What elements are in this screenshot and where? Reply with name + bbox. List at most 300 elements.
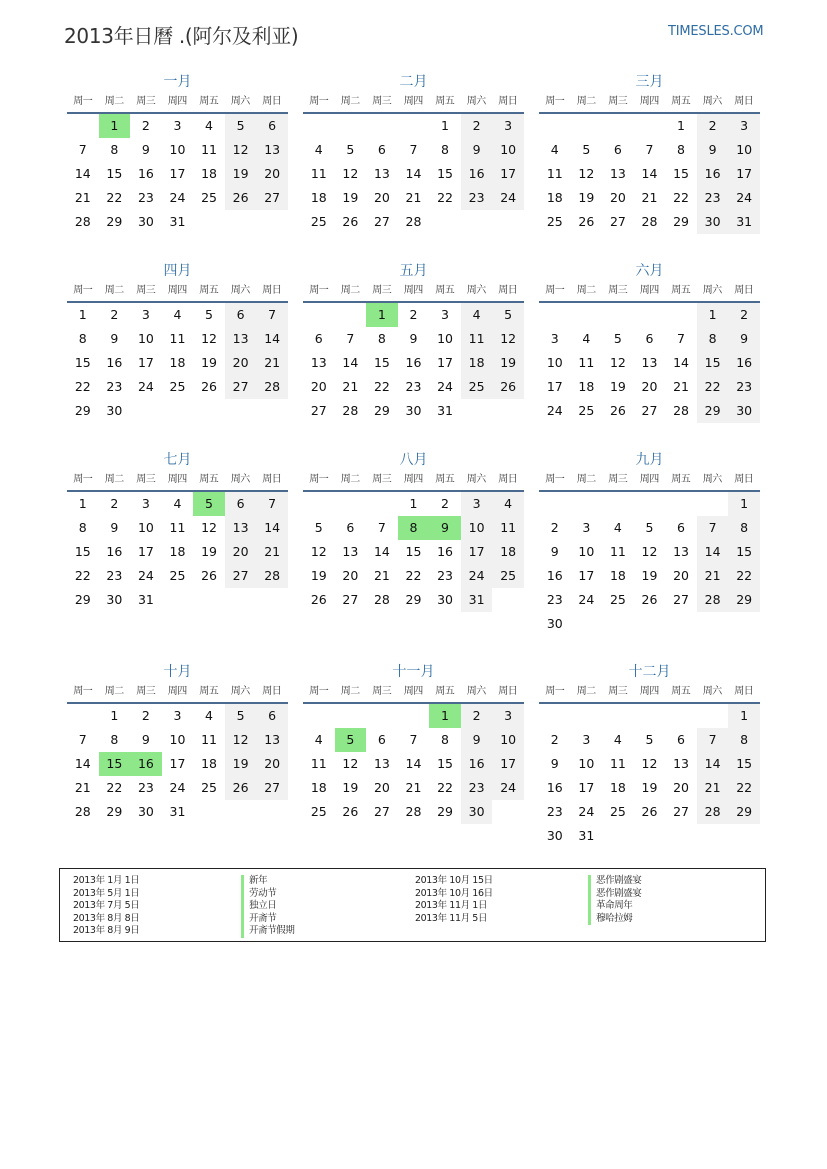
empty-day-cell — [602, 704, 634, 728]
day-cell: 6 — [256, 704, 288, 728]
day-cell: 18 — [310, 190, 327, 205]
day-cell: 7 — [697, 516, 729, 540]
month-calendar — [303, 450, 524, 612]
day-cell: 19 — [609, 379, 626, 394]
page-title: 2013年日曆 .(阿尔及利亚) — [64, 24, 299, 48]
day-cell: 13 — [609, 166, 626, 181]
day-cell: 6 — [377, 732, 386, 747]
day-cell: 11 — [546, 166, 563, 181]
weekday-label: 周四 — [167, 474, 187, 485]
weekday-label: 周六 — [230, 686, 250, 697]
day-cell: 31 — [137, 592, 154, 607]
day-cell: 2 — [550, 732, 559, 747]
day-cell: 20 — [373, 780, 390, 795]
legend-names-col-2 — [588, 875, 642, 925]
weekday-label: 周五 — [199, 96, 219, 107]
weekday-label: 周五 — [671, 686, 691, 697]
day-cell: 26 — [641, 592, 658, 607]
weekday-label: 周日 — [498, 96, 518, 107]
weekday-header — [539, 92, 760, 114]
day-cell: 17 — [546, 379, 563, 394]
day-cell: 25 — [169, 379, 186, 394]
empty-day-cell — [665, 492, 697, 516]
day-grid — [303, 704, 524, 824]
day-cell: 28 — [373, 592, 390, 607]
day-cell: 22 — [673, 190, 689, 205]
day-cell: 12 — [641, 544, 658, 559]
day-cell: 5 — [314, 520, 323, 535]
day-cell: 23 — [697, 186, 729, 210]
day-cell: 28 — [673, 403, 689, 418]
day-cell: 12 — [342, 166, 359, 181]
day-cell: 19 — [578, 190, 595, 205]
empty-day-cell — [602, 492, 634, 516]
day-cell: 28 — [697, 588, 729, 612]
day-cell: 9 — [409, 331, 418, 346]
day-cell: 20 — [641, 379, 658, 394]
day-cell: 23 — [405, 379, 422, 394]
day-cell: 16 — [546, 780, 563, 795]
day-cell: 16 — [137, 166, 154, 181]
day-cell: 7 — [256, 492, 288, 516]
day-cell: 22 — [106, 780, 123, 795]
day-cell: 24 — [492, 776, 524, 800]
day-cell: 24 — [578, 804, 595, 819]
day-cell: 9 — [728, 327, 760, 351]
day-cell: 26 — [342, 804, 359, 819]
weekday-header — [303, 92, 524, 114]
day-cell: 7 — [377, 520, 386, 535]
weekday-label: 周二 — [104, 285, 124, 296]
weekday-label: 周日 — [734, 686, 754, 697]
day-cell: 29 — [74, 592, 91, 607]
day-cell: 5 — [582, 142, 591, 157]
day-cell: 1 — [697, 303, 729, 327]
empty-day-cell — [571, 114, 603, 138]
day-cell: 21 — [74, 190, 91, 205]
day-cell: 9 — [461, 138, 493, 162]
day-cell: 23 — [461, 776, 493, 800]
day-cell: 21 — [256, 351, 288, 375]
day-cell: 23 — [106, 568, 123, 583]
legend-holiday-date: 2013年 5月 1日 — [73, 887, 140, 899]
day-grid — [67, 114, 288, 234]
day-cell: 9 — [141, 732, 150, 747]
weekday-label: 周六 — [702, 285, 722, 296]
month-title: 四月 — [163, 263, 192, 279]
day-cell: 10 — [492, 138, 524, 162]
month-calendar — [303, 72, 524, 234]
day-cell: 16 — [106, 355, 123, 370]
day-cell: 6 — [377, 142, 386, 157]
day-cell: 3 — [492, 704, 524, 728]
day-cell: 25 — [310, 804, 327, 819]
weekday-label: 周日 — [498, 474, 518, 485]
empty-day-cell — [398, 114, 430, 138]
month-calendar — [539, 72, 760, 234]
day-cell: 25 — [578, 403, 595, 418]
day-cell: 8 — [110, 732, 119, 747]
day-cell: 25 — [546, 214, 563, 229]
empty-day-cell — [634, 303, 666, 327]
day-cell: 29 — [74, 403, 91, 418]
day-cell: 19 — [342, 780, 359, 795]
day-cell: 4 — [205, 708, 213, 723]
day-cell: 3 — [173, 708, 182, 723]
day-cell: 24 — [578, 592, 595, 607]
weekday-label: 周六 — [466, 474, 486, 485]
day-cell: 22 — [373, 379, 390, 394]
legend-holiday-name: 独立日 — [241, 900, 295, 913]
day-cell: 11 — [609, 544, 626, 559]
holiday-day-cell: 16 — [130, 752, 162, 776]
empty-day-cell — [335, 704, 367, 728]
day-cell: 1 — [728, 492, 760, 516]
day-cell: 6 — [225, 303, 257, 327]
month-title: 十二月 — [628, 664, 671, 680]
legend-holiday-date: 2013年 8月 9日 — [73, 925, 140, 936]
day-cell: 23 — [137, 190, 154, 205]
day-grid — [303, 114, 524, 234]
empty-day-cell — [665, 704, 697, 728]
weekday-label: 周五 — [671, 96, 691, 107]
weekday-header — [67, 92, 288, 114]
day-cell: 7 — [409, 142, 418, 157]
month-calendar — [303, 261, 524, 423]
day-cell: 23 — [106, 379, 123, 394]
day-cell: 1 — [677, 118, 685, 133]
day-grid — [303, 492, 524, 612]
weekday-label: 周二 — [340, 285, 360, 296]
day-cell: 7 — [409, 732, 418, 747]
day-cell: 13 — [225, 327, 257, 351]
day-cell: 28 — [74, 804, 91, 819]
day-cell: 13 — [256, 728, 288, 752]
day-cell: 16 — [405, 355, 422, 370]
day-cell: 29 — [728, 800, 760, 824]
legend-holiday-name: 开斋节假期 — [241, 925, 295, 938]
weekday-label: 周五 — [671, 285, 691, 296]
weekday-label: 周六 — [702, 474, 722, 485]
weekday-label: 周六 — [702, 686, 722, 697]
weekday-header — [539, 470, 760, 492]
day-cell: 30 — [405, 403, 422, 418]
weekday-label: 周六 — [466, 686, 486, 697]
day-cell: 7 — [645, 142, 654, 157]
legend-names-col-1 — [241, 875, 295, 938]
day-cell: 1 — [78, 307, 87, 322]
day-cell: 9 — [697, 138, 729, 162]
day-cell: 3 — [582, 520, 591, 535]
day-cell: 16 — [697, 162, 729, 186]
day-cell: 29 — [437, 804, 453, 819]
day-cell: 4 — [173, 496, 182, 511]
day-grid — [67, 492, 288, 612]
legend-holiday-date: 2013年 10月 15日 — [415, 875, 493, 886]
day-cell: 13 — [373, 756, 390, 771]
day-cell: 30 — [728, 399, 760, 423]
day-cell: 17 — [728, 162, 760, 186]
day-cell: 15 — [673, 166, 689, 181]
weekday-label: 周三 — [608, 96, 628, 107]
day-cell: 5 — [346, 142, 355, 157]
day-cell: 17 — [492, 752, 524, 776]
day-cell: 11 — [310, 166, 327, 181]
day-cell: 18 — [492, 540, 524, 564]
month-title: 七月 — [163, 452, 192, 468]
month-title: 十月 — [163, 664, 192, 680]
day-cell: 20 — [373, 190, 390, 205]
weekday-label: 周三 — [136, 686, 156, 697]
day-cell: 19 — [492, 351, 524, 375]
day-cell: 12 — [225, 138, 257, 162]
day-cell: 8 — [728, 728, 760, 752]
day-grid — [539, 704, 760, 848]
empty-day-cell — [571, 704, 603, 728]
day-cell: 14 — [673, 355, 689, 370]
weekday-label: 周二 — [104, 96, 124, 107]
day-cell: 15 — [74, 544, 91, 559]
day-cell: 18 — [201, 166, 217, 181]
weekday-label: 周六 — [466, 285, 486, 296]
holiday-day-cell: 1 — [366, 303, 398, 327]
day-cell: 27 — [310, 403, 327, 418]
day-cell: 15 — [106, 166, 123, 181]
weekday-label: 周日 — [262, 474, 282, 485]
day-cell: 28 — [697, 800, 729, 824]
day-cell: 26 — [342, 214, 359, 229]
weekday-header — [303, 682, 524, 704]
day-cell: 20 — [673, 780, 689, 795]
day-cell: 4 — [461, 303, 493, 327]
day-cell: 21 — [373, 568, 390, 583]
day-cell: 10 — [169, 142, 186, 157]
day-cell: 28 — [641, 214, 658, 229]
day-cell: 23 — [546, 592, 563, 607]
day-cell: 20 — [310, 379, 327, 394]
day-cell: 2 — [110, 307, 119, 322]
day-cell: 20 — [256, 162, 288, 186]
day-cell: 24 — [546, 403, 563, 418]
weekday-label: 周五 — [435, 285, 455, 296]
weekday-header — [539, 682, 760, 704]
day-cell: 2 — [110, 496, 119, 511]
weekday-label: 周一 — [73, 474, 93, 485]
day-cell: 22 — [437, 190, 453, 205]
empty-day-cell — [697, 704, 729, 728]
day-cell: 11 — [201, 142, 217, 157]
weekday-label: 周三 — [372, 686, 392, 697]
day-cell: 13 — [373, 166, 390, 181]
month-calendar — [67, 72, 288, 234]
day-cell: 5 — [225, 114, 257, 138]
empty-day-cell — [366, 704, 398, 728]
day-cell: 10 — [137, 331, 154, 346]
empty-day-cell — [697, 492, 729, 516]
day-cell: 8 — [78, 520, 87, 535]
empty-day-cell — [539, 492, 571, 516]
day-cell: 28 — [256, 375, 288, 399]
day-cell: 16 — [437, 544, 453, 559]
empty-day-cell — [335, 114, 367, 138]
day-cell: 18 — [310, 780, 327, 795]
day-cell: 2 — [697, 114, 729, 138]
weekday-label: 周二 — [104, 474, 124, 485]
weekday-header — [539, 281, 760, 303]
day-cell: 7 — [677, 331, 685, 346]
day-cell: 6 — [613, 142, 622, 157]
day-cell: 21 — [256, 540, 288, 564]
day-cell: 25 — [169, 568, 186, 583]
holiday-day-cell: 15 — [99, 752, 131, 776]
empty-day-cell — [366, 114, 398, 138]
day-cell: 26 — [225, 776, 257, 800]
month-calendar — [67, 261, 288, 423]
day-cell: 26 — [492, 375, 524, 399]
day-cell: 20 — [225, 540, 257, 564]
day-cell: 13 — [641, 355, 658, 370]
day-cell: 29 — [373, 403, 390, 418]
day-cell: 19 — [201, 544, 217, 559]
day-cell: 1 — [110, 708, 119, 723]
day-cell: 27 — [673, 804, 689, 819]
day-cell: 15 — [437, 166, 453, 181]
weekday-label: 周三 — [372, 96, 392, 107]
day-cell: 24 — [137, 568, 154, 583]
weekday-label: 周日 — [734, 285, 754, 296]
day-cell: 30 — [106, 592, 123, 607]
day-cell: 14 — [256, 516, 288, 540]
day-cell: 10 — [461, 516, 493, 540]
day-cell: 10 — [492, 728, 524, 752]
legend-holiday-name: 恶作剧盛宴 — [588, 888, 642, 901]
day-cell: 31 — [728, 210, 760, 234]
day-cell: 22 — [405, 568, 422, 583]
day-cell: 28 — [405, 214, 422, 229]
day-cell: 11 — [609, 756, 626, 771]
day-cell: 30 — [546, 828, 563, 843]
holiday-day-cell: 8 — [398, 516, 430, 540]
month-title: 一月 — [163, 74, 192, 90]
day-cell: 15 — [728, 540, 760, 564]
day-cell: 30 — [697, 210, 729, 234]
day-cell: 1 — [78, 496, 87, 511]
day-cell: 8 — [441, 732, 449, 747]
month-title: 九月 — [635, 452, 664, 468]
weekday-label: 周六 — [702, 96, 722, 107]
day-cell: 31 — [461, 588, 493, 612]
day-cell: 26 — [578, 214, 595, 229]
day-cell: 21 — [74, 780, 91, 795]
month-title: 十一月 — [392, 664, 435, 680]
weekday-label: 周日 — [498, 285, 518, 296]
weekday-label: 周日 — [262, 686, 282, 697]
day-cell: 4 — [613, 732, 622, 747]
day-cell: 3 — [141, 496, 150, 511]
day-cell: 17 — [169, 166, 186, 181]
weekday-header — [67, 470, 288, 492]
weekday-label: 周一 — [309, 285, 329, 296]
brand-link[interactable]: TIMESLES.COM — [668, 24, 764, 39]
empty-day-cell — [602, 303, 634, 327]
day-cell: 14 — [405, 756, 422, 771]
weekday-label: 周四 — [639, 474, 659, 485]
day-cell: 18 — [609, 780, 626, 795]
weekday-label: 周一 — [73, 285, 93, 296]
day-cell: 14 — [342, 355, 359, 370]
legend-holiday-name: 开斋节 — [241, 913, 295, 926]
day-cell: 15 — [697, 351, 729, 375]
day-cell: 23 — [728, 375, 760, 399]
day-cell: 22 — [728, 776, 760, 800]
holiday-day-cell: 9 — [429, 516, 461, 540]
day-cell: 15 — [74, 355, 91, 370]
weekday-label: 周五 — [671, 474, 691, 485]
day-cell: 11 — [461, 327, 493, 351]
day-cell: 2 — [550, 520, 559, 535]
day-cell: 27 — [256, 186, 288, 210]
day-cell: 7 — [697, 728, 729, 752]
day-cell: 26 — [641, 804, 658, 819]
day-cell: 19 — [310, 568, 327, 583]
legend-holiday-name: 穆哈拉姆 — [588, 913, 642, 926]
month-calendar — [539, 662, 760, 848]
day-cell: 3 — [173, 118, 182, 133]
weekday-label: 周一 — [309, 96, 329, 107]
day-cell: 7 — [78, 732, 87, 747]
empty-day-cell — [539, 114, 571, 138]
month-title: 六月 — [635, 263, 664, 279]
holiday-day-cell: 1 — [429, 704, 461, 728]
month-calendar — [67, 662, 288, 824]
day-cell: 17 — [461, 540, 493, 564]
day-cell: 29 — [106, 804, 123, 819]
empty-day-cell — [335, 492, 367, 516]
day-cell: 26 — [225, 186, 257, 210]
weekday-label: 周二 — [340, 686, 360, 697]
day-cell: 7 — [78, 142, 87, 157]
day-grid — [539, 114, 760, 234]
legend-dates-col-2 — [415, 875, 493, 925]
day-cell: 11 — [578, 355, 595, 370]
day-cell: 2 — [141, 118, 150, 133]
day-cell: 30 — [461, 800, 493, 824]
day-cell: 23 — [461, 186, 493, 210]
day-cell: 25 — [609, 804, 626, 819]
day-cell: 19 — [641, 780, 658, 795]
weekday-label: 周三 — [608, 474, 628, 485]
day-cell: 6 — [677, 732, 685, 747]
day-cell: 12 — [609, 355, 626, 370]
day-cell: 22 — [74, 379, 91, 394]
empty-day-cell — [67, 114, 99, 138]
empty-day-cell — [539, 704, 571, 728]
weekday-label: 周六 — [230, 96, 250, 107]
month-calendar — [67, 450, 288, 612]
day-cell: 16 — [546, 568, 563, 583]
month-title: 五月 — [399, 263, 428, 279]
day-cell: 29 — [697, 399, 729, 423]
day-cell: 14 — [256, 327, 288, 351]
weekday-label: 周四 — [167, 686, 187, 697]
day-cell: 16 — [461, 162, 493, 186]
month-title: 二月 — [399, 74, 428, 90]
day-cell: 29 — [405, 592, 422, 607]
weekday-label: 周四 — [639, 285, 659, 296]
weekday-label: 周二 — [340, 96, 360, 107]
legend-holiday-name: 新年 — [241, 875, 295, 888]
day-cell: 17 — [169, 756, 186, 771]
